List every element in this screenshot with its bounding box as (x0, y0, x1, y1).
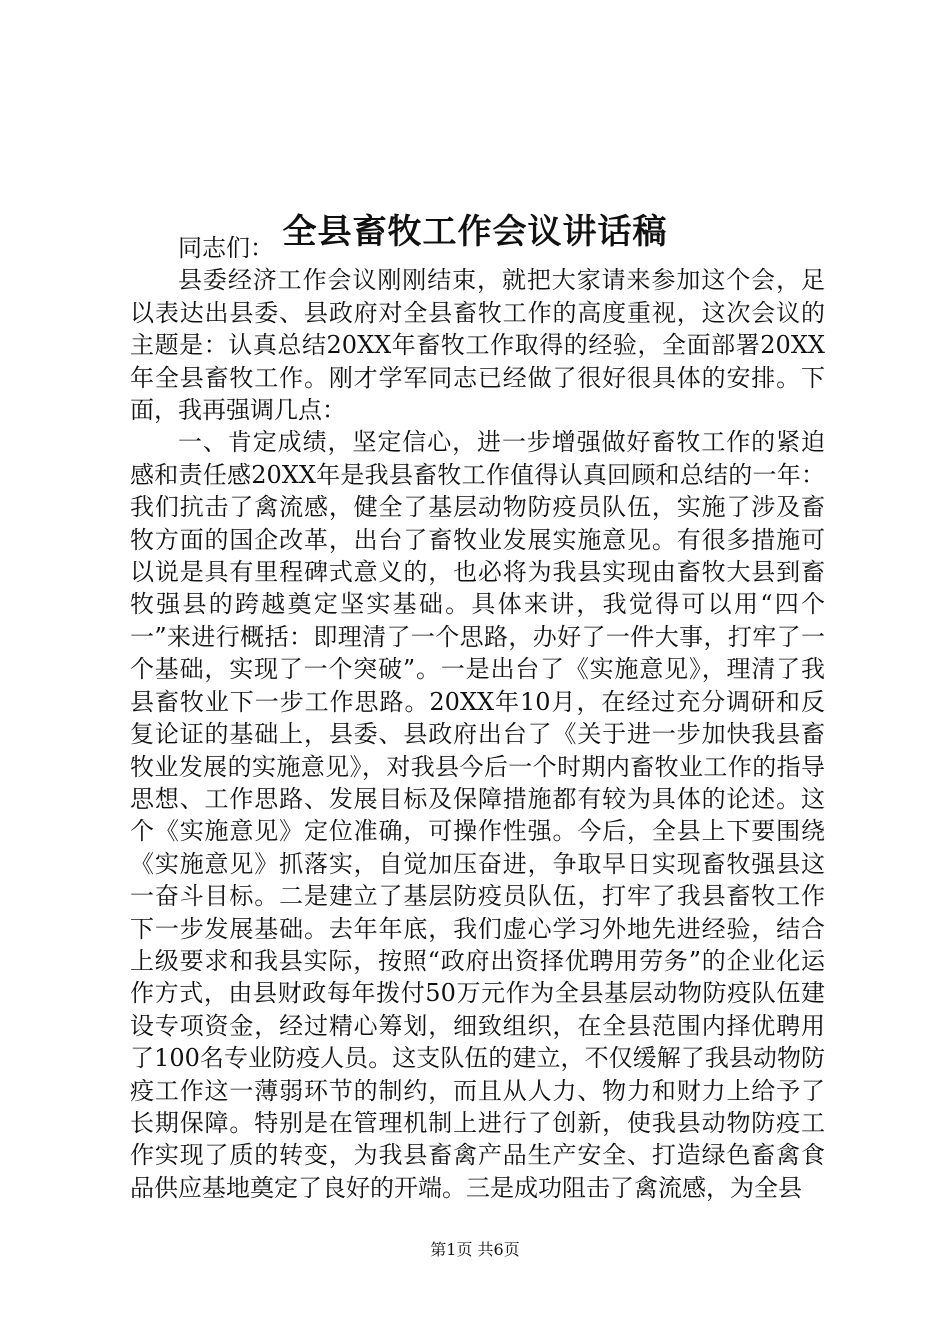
page-number: 第1页 共6页 (430, 1240, 520, 1259)
document-title: 全县畜牧工作会议讲话稿 (282, 211, 668, 252)
page-footer (0, 1238, 950, 1262)
document-body (130, 232, 825, 1204)
paragraph-1: 县委经济工作会议刚刚结束，就把大家请来参加这个会，足以表达出县委、县政府对全县畜牧工作的高度重视，这次会议的主题是：认真总结20XX年畜牧工作取得的经验，全面部署20XX年全县畜牧工作。刚才学军同志已经做了很好很具体的安排。下面，我再强调几点： (130, 266, 825, 425)
paragraph-2: 一、肯定成绩，坚定信心，进一步增强做好畜牧工作的紧迫感和责任感20XX年是我县畜牧工作值得认真回顾和总结的一年：我们抗击了禽流感，健全了基层动物防疫员队伍，实施了涉及畜牧方面的国企改革，出台了畜牧业发展实施意见。有很多措施可以说是具有里程碑式意义的，也必将为我县实现由畜牧大县到畜牧强县的跨越奠定坚实基础。具体来讲，我觉得可以用“四个一”来进行概括：即理清了一个思路，办好了一件大事，打牢了一个基础，实现了一个突破”。一是出台了《实施意见》，理清了我县畜牧业下一步工作思路。20XX年10月，在经过充分调研和反复论证的基础上，县委、县政府出台了《关于进一步加快我县畜牧业发展的实施意见》，对我县今后一个时期内畜牧业工作的指导思想、工作思路、发展目标及保障措施都有较为具体的论述。这个《实施意见》定位准确，可操作性强。今后，全县上下要围绕《实施意见》抓落实，自觉加压奋进，争取早日实现畜牧强县这一奋斗目标。二是建立了基层防疫员队伍，打牢了我县畜牧工作下一步发展基础。去年年底，我们虚心学习外地先进经验，结合上级要求和我县实际，按照“政府出资择优聘用劳务”的企业化运作方式，由县财政每年拨付50万元作为全县基层动物防疫队伍建设专项资金，经过精心筹划，细致组织，在全县范围内择优聘用了100名专业防疫人员。这支队伍的建立，不仅缓解了我县动物防疫工作这一薄弱环节的制约，而且从人力、物力和财力上给予了长期保障。特别是在管理机制上进行了创新，使我县动物防疫工作实现了质的转变，为我县畜禽产品生产安全、打造绿色畜禽食品供应基地奠定了良好的开端。三是成功阻击了禽流感，为全县 (130, 428, 825, 1202)
salutation: 同志们： (178, 234, 274, 262)
